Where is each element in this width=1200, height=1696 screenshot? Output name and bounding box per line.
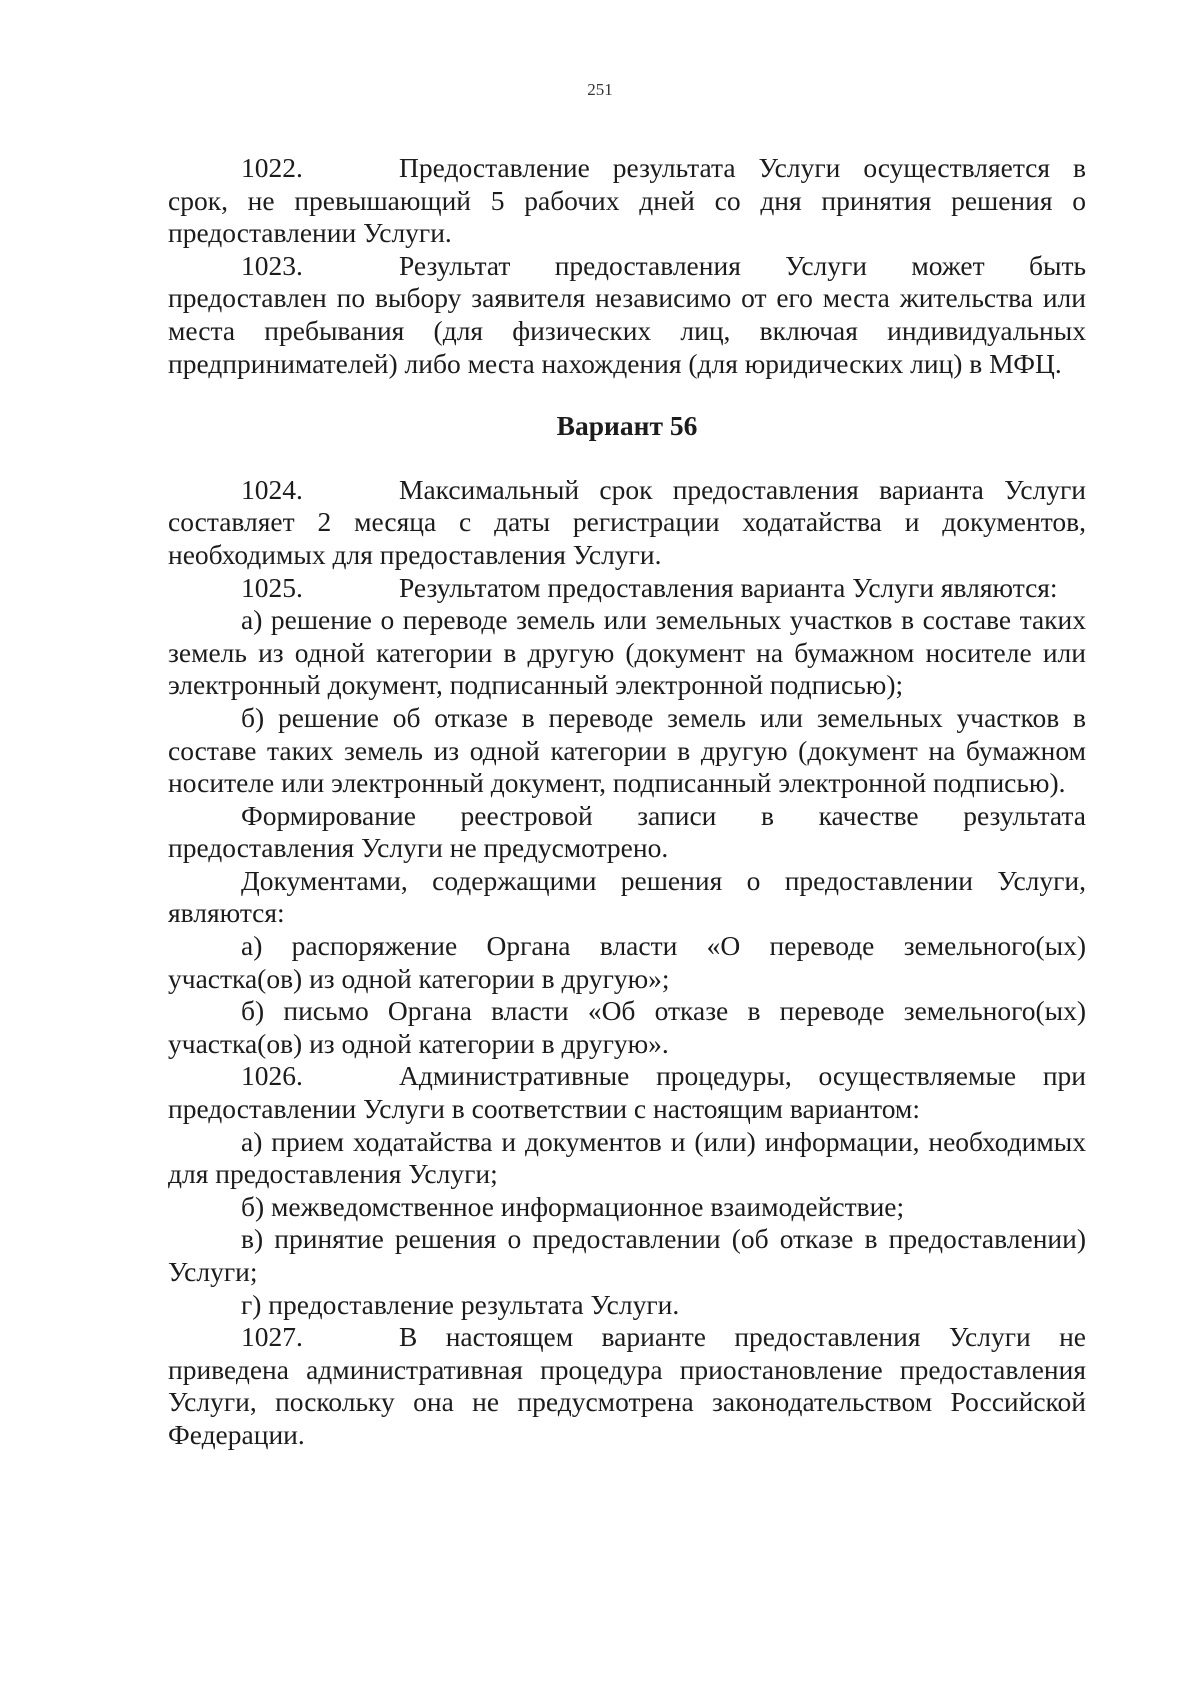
document-body [168,152,1086,1452]
item-number: 1025. [241,571,303,603]
paragraph-text: В настоящем варианте предоставления Услуги не приведена административная процедура приостановление предоставления Услуги, поскольку она не предусмотрена законодательством Российской Федерации. [168,1321,1086,1450]
paragraph-documents: Документами, содержащими решения о предоставлении Услуги, являются: [168,864,1086,929]
paragraph-documents-a: а) распоряжение Органа власти «О переводе земельного(ых) участка(ов) из одной категории в другую»; [168,930,1086,994]
paragraph-text: Результат предоставления Услуги может быть предоставлен по выбору заявителя независимо от его места жительства или места пребывания (для физических лиц, включая индивидуальных предпринимателей) либо места нахождения (для юридических лиц) в МФЦ. [168,249,1086,379]
item-number: 1027. [241,1321,303,1353]
paragraph-documents-b: б) письмо Органа власти «Об отказе в переводе земельного(ых) участка(ов) из одной категории в другую». [168,995,1086,1059]
section-heading: Вариант 56 [556,410,698,442]
paragraph-text: Предоставление результата Услуги осуществляется в срок, не превышающий 5 рабочих дней со дня принятия решения о предоставлении Услуги. [168,152,1086,249]
paragraph-1025 [168,572,1086,605]
item-number: 1023. [241,249,303,281]
page-number: 251 [587,80,613,99]
paragraph-1026-d: г) предоставление результата Услуги. [241,1288,680,1320]
paragraph-1025-a: а) решение о переводе земель или земельных участков в составе таких земель из одной категории в другую (документ на бумажном носителе или электронный документ, подписанный электронной подписью); [168,604,1086,701]
paragraph-text: Максимальный срок предоставления варианта Услуги составляет 2 месяца с даты регистрации ходатайства и документов, необходимых для предоставления Услуги. [168,473,1086,570]
paragraph-1026 [168,1060,1086,1125]
paragraph-1024 [168,474,1086,572]
paragraph-1026-b: б) межведомственное информационное взаимодействие; [241,1190,905,1222]
paragraph-1026-a: а) прием ходатайства и документов и (или) информации, необходимых для предоставления Услуги; [168,1125,1086,1190]
paragraph-1027 [168,1321,1086,1451]
paragraph-1023 [168,250,1086,380]
item-number: 1026. [241,1060,303,1092]
paragraph-1022 [168,152,1086,250]
paragraph-1025-b: б) решение об отказе в переводе земель или земельных участков в составе таких земель из одной категории в другую (документ на бумажном носителе или электронный документ, подписанный электронной подписью). [168,701,1086,799]
paragraph-text: Административные процедуры, осуществляемые при предоставлении Услуги в соответствии с настоящим вариантом: [168,1060,1086,1125]
item-number: 1022. [241,152,303,183]
paragraph-1026-c: в) принятие решения о предоставлении (об отказе в предоставлении) Услуги; [168,1223,1086,1287]
paragraph-registry: Формирование реестровой записи в качестве результата предоставления Услуги не предусмотрено. [168,799,1086,864]
paragraph-text: Результатом предоставления варианта Услуги являются: [399,571,1058,603]
item-number: 1024. [241,473,303,505]
